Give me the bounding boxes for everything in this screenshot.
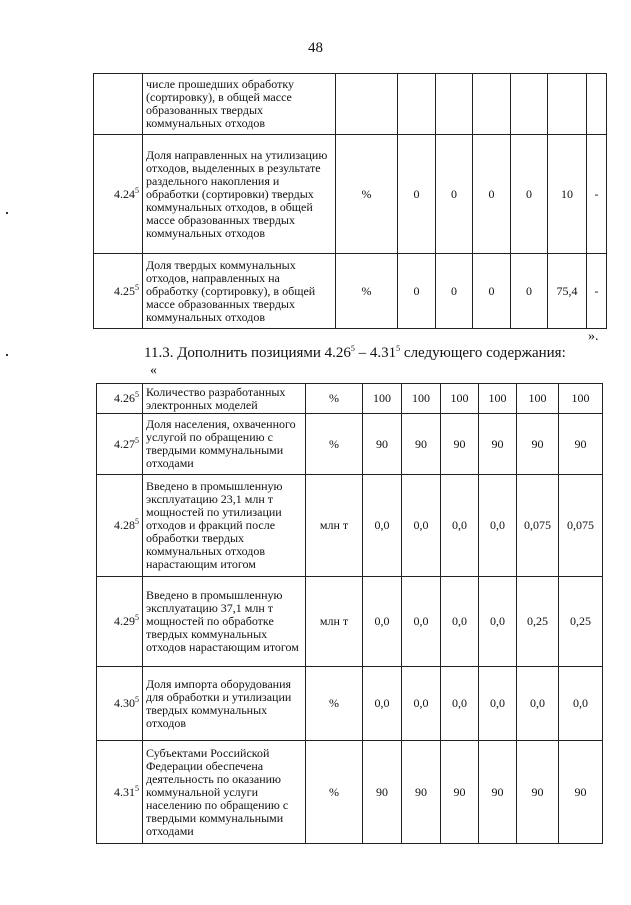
- indicator-name-cell: Доля импорта оборудования для обработки и утилизации твердых коммунальных отходов: [143, 667, 306, 741]
- row-number-cell: 4.24$^5$: [94, 135, 143, 254]
- unit-cell: %: [306, 667, 363, 741]
- unit-cell: %: [306, 741, 363, 844]
- value-cell: 0,0: [479, 667, 517, 741]
- value-cell: [587, 74, 607, 135]
- table-row: [97, 414, 603, 475]
- value-cell: 0,0: [363, 475, 402, 577]
- value-cell: 100: [479, 384, 517, 414]
- page-number: 48: [308, 40, 323, 56]
- value-cell: 0,0: [363, 577, 402, 667]
- value-cell: 90: [517, 741, 559, 844]
- table-row: [94, 135, 607, 254]
- value-cell: 0,25: [517, 577, 559, 667]
- value-cell: 0,0: [559, 667, 603, 741]
- value-cell: -: [587, 254, 607, 329]
- unit-cell: млн т: [306, 475, 363, 577]
- value-cell: 0,0: [517, 667, 559, 741]
- new-positions-table: [96, 383, 603, 844]
- value-cell: 90: [479, 741, 517, 844]
- row-number-cell: 4.27$^5$: [97, 414, 143, 475]
- row-number-cell: 4.25$^5$: [94, 254, 143, 329]
- amendment-instruction: 11.3. Дополнить позициями 4.26$^5$ – 4.31$^5$ следующего содержания:: [144, 344, 566, 361]
- value-cell: [473, 74, 511, 135]
- value-cell: [436, 74, 473, 135]
- row-number-cell: 4.29$^5$: [97, 577, 143, 667]
- indicator-name-cell: Введено в промышленную эксплуатацию 37,1 млн т мощностей по обработке твердых коммунальных отходов нарастающим итогом: [143, 577, 306, 667]
- value-cell: 0,0: [402, 475, 441, 577]
- value-cell: 0,0: [441, 667, 479, 741]
- unit-cell: %: [306, 384, 363, 414]
- row-number-cell: [94, 74, 143, 135]
- value-cell: 0,0: [441, 577, 479, 667]
- value-cell: 0: [398, 254, 436, 329]
- margin-mark: [6, 212, 8, 214]
- indicator-name-cell: Субъектами Российской Федерации обеспечена деятельность по оказанию коммунальной услуги населению по обращению с твердыми коммунальными отходами: [143, 741, 306, 844]
- closing-quote: ».: [588, 329, 599, 344]
- indicator-name-cell: Доля направленных на утилизацию отходов, выделенных в результате раздельного накопления и обработки (сортировки) твердых коммунальных отходов, в общей массе образованных твердых коммунальных отходов: [143, 135, 336, 254]
- value-cell: 100: [441, 384, 479, 414]
- value-cell: 0,0: [479, 577, 517, 667]
- value-cell: 10: [548, 135, 587, 254]
- value-cell: 0: [436, 254, 473, 329]
- value-cell: 75,4: [548, 254, 587, 329]
- value-cell: 0,0: [441, 475, 479, 577]
- value-cell: 90: [441, 414, 479, 475]
- table-row: [97, 577, 603, 667]
- row-number-cell: 4.26$^5$: [97, 384, 143, 414]
- indicator-name-cell: Доля населения, охваченного услугой по обращению с твердыми коммунальными отходами: [143, 414, 306, 475]
- value-cell: [398, 74, 436, 135]
- value-cell: [548, 74, 587, 135]
- table-row: [94, 74, 607, 135]
- value-cell: 90: [402, 741, 441, 844]
- value-cell: 90: [559, 414, 603, 475]
- table-row: [97, 384, 603, 414]
- indicator-name-cell: Введено в промышленную эксплуатацию 23,1 млн т мощностей по утилизации отходов и фракций после обработки твердых коммунальных отходов нарастающим итогом: [143, 475, 306, 577]
- value-cell: 90: [402, 414, 441, 475]
- unit-cell: [336, 74, 398, 135]
- row-number-cell: 4.31$^5$: [97, 741, 143, 844]
- value-cell: 0,25: [559, 577, 603, 667]
- value-cell: 90: [441, 741, 479, 844]
- value-cell: 0: [473, 254, 511, 329]
- value-cell: 0: [436, 135, 473, 254]
- table-row: [97, 741, 603, 844]
- value-cell: 0,075: [517, 475, 559, 577]
- indicator-name-cell: Доля твердых коммунальных отходов, направленных на обработку (сортировку), в общей массе образованных твердых коммунальных отходов: [143, 254, 336, 329]
- value-cell: 100: [402, 384, 441, 414]
- indicator-name-cell: числе прошедших обработку (сортировку), в общей массе образованных твердых коммунальных отходов: [143, 74, 336, 135]
- value-cell: 0: [473, 135, 511, 254]
- value-cell: [511, 74, 548, 135]
- value-cell: 90: [363, 414, 402, 475]
- table-row: [97, 667, 603, 741]
- value-cell: 0,0: [363, 667, 402, 741]
- unit-cell: %: [336, 254, 398, 329]
- value-cell: 0: [398, 135, 436, 254]
- value-cell: 0: [511, 254, 548, 329]
- table-row: [97, 475, 603, 577]
- value-cell: 0,0: [402, 667, 441, 741]
- value-cell: 0,0: [479, 475, 517, 577]
- row-number-cell: 4.30$^5$: [97, 667, 143, 741]
- value-cell: 90: [363, 741, 402, 844]
- indicators-table-continued: [93, 73, 607, 329]
- opening-quote: «: [150, 363, 157, 378]
- value-cell: 100: [363, 384, 402, 414]
- table2-body: [97, 384, 603, 844]
- table-row: [94, 254, 607, 329]
- value-cell: 0: [511, 135, 548, 254]
- indicator-name-cell: Количество разработанных электронных моделей: [143, 384, 306, 414]
- value-cell: 90: [559, 741, 603, 844]
- table1-body: [94, 74, 607, 329]
- unit-cell: млн т: [306, 577, 363, 667]
- row-number-cell: 4.28$^5$: [97, 475, 143, 577]
- value-cell: 90: [517, 414, 559, 475]
- margin-mark: [6, 354, 8, 356]
- value-cell: 0,0: [402, 577, 441, 667]
- value-cell: -: [587, 135, 607, 254]
- unit-cell: %: [336, 135, 398, 254]
- value-cell: 0,075: [559, 475, 603, 577]
- value-cell: 100: [517, 384, 559, 414]
- value-cell: 100: [559, 384, 603, 414]
- value-cell: 90: [479, 414, 517, 475]
- unit-cell: %: [306, 414, 363, 475]
